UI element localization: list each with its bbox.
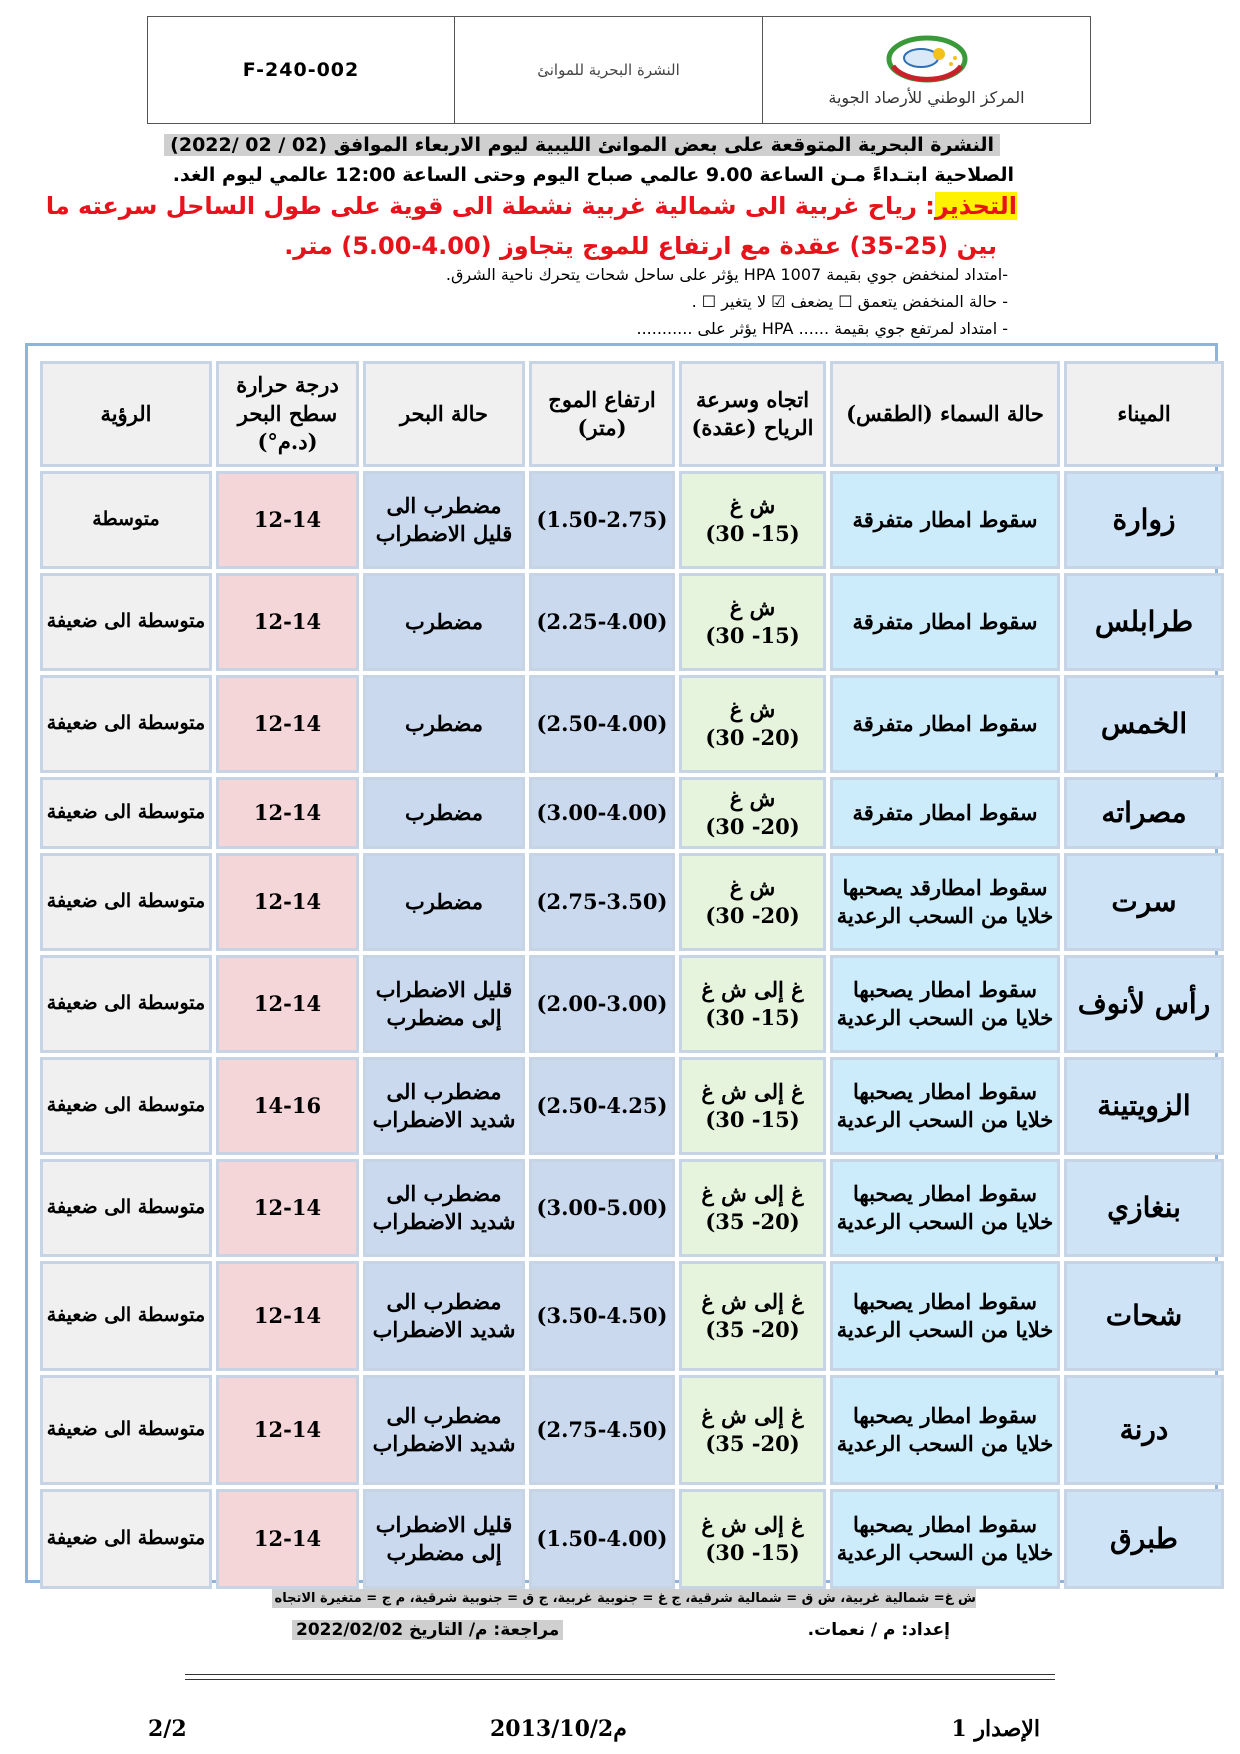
sea-state-cell: قليل الاضطراب إلى مضطرب [363, 955, 525, 1053]
direction-legend: ش غ= شمالية غربية، ش ق = شمالية شرقية، ج غ = جنوبية غربية، ج ق = جنوبية شرقية، م ج = متغيرة الاتجاه [272, 1589, 976, 1608]
sky-condition-cell: سقوط امطار يصحبها خلايا من السحب الرعدية [830, 955, 1060, 1053]
wind-cell [679, 777, 826, 849]
table-row [40, 675, 1224, 773]
sea-state-cell: مضطرب الى شديد الاضطراب [363, 1261, 525, 1371]
wind-direction: غ إلى ش غ [701, 1288, 804, 1314]
warning-line-1 [46, 192, 1017, 220]
sea-temp-cell: 12-14 [216, 1261, 359, 1371]
port-cell: شحات [1064, 1261, 1224, 1371]
wave-height-cell: (3.50-4.50) [529, 1261, 675, 1371]
page-number: 2/2 [148, 1716, 187, 1742]
visibility-cell: متوسطة الى ضعيفة [40, 777, 212, 849]
wind-direction: ش غ [729, 696, 776, 722]
port-cell: مصراته [1064, 777, 1224, 849]
wave-height-cell: (2.75-3.50) [529, 853, 675, 951]
header-sea: حالة البحر [363, 361, 525, 467]
low-pressure-state-line: - حالة المنخفض يتعمق ☐ يضعف ☑ لا يتغير ☐ . [691, 292, 1008, 311]
wave-height-cell: (3.00-5.00) [529, 1159, 675, 1257]
warning-line-2: بين (25-35) عقدة مع ارتفاع للموج يتجاوز (4.00-5.00) متر. [284, 232, 997, 260]
sea-state-cell: مضطرب الى شديد الاضطراب [363, 1057, 525, 1155]
table-row [40, 1057, 1224, 1155]
sea-temp-cell: 12-14 [216, 573, 359, 671]
port-cell: رأس لأنوف [1064, 955, 1224, 1053]
organization-name: المركز الوطني للأرصاد الجوية [828, 87, 1025, 107]
sky-condition-cell: سقوط امطار متفرقة [830, 471, 1060, 569]
wind-cell [679, 1375, 826, 1485]
validity-period: الصلاحية ابتـداءً مـن الساعة 9.00 عالمي صباح اليوم وحتى الساعة 12:00 عالمي ليوم الغد. [172, 164, 1014, 186]
sky-condition-cell: سقوط امطار يصحبها خلايا من السحب الرعدية [830, 1159, 1060, 1257]
wind-direction: ش غ [729, 594, 776, 620]
wind-speed: (20- 30) [705, 903, 800, 928]
wind-direction: ش غ [729, 492, 776, 518]
footer-rule-bottom [185, 1679, 1055, 1680]
bulletin-title: النشرة البحرية المتوقعة على بعض الموانئ الليبية ليوم الاربعاء الموافق (02 / 02 /2022) [164, 134, 1000, 156]
sky-condition-cell: سقوط امطار يصحبها خلايا من السحب الرعدية [830, 1375, 1060, 1485]
header-wave: ارتفاع الموج (متر) [529, 361, 675, 467]
table-row [40, 573, 1224, 671]
visibility-cell: متوسطة الى ضعيفة [40, 1159, 212, 1257]
wind-cell [679, 1489, 826, 1589]
visibility-cell: متوسطة الى ضعيفة [40, 1489, 212, 1589]
wind-direction: ش غ [729, 785, 776, 811]
port-cell: الخمس [1064, 675, 1224, 773]
sea-state-cell: مضطرب [363, 777, 525, 849]
sea-temp-cell: 12-14 [216, 675, 359, 773]
wave-height-cell: (2.00-3.00) [529, 955, 675, 1053]
wind-speed: (20- 30) [705, 725, 800, 750]
header-wind: اتجاه وسرعة الرياح (عقدة) [679, 361, 826, 467]
sea-temp-cell: 12-14 [216, 1375, 359, 1485]
sea-temp-cell: 12-14 [216, 853, 359, 951]
wave-height-cell: (3.00-4.00) [529, 777, 675, 849]
sea-temp-cell: 12-14 [216, 955, 359, 1053]
sky-condition-cell: سقوط امطار يصحبها خلايا من السحب الرعدية [830, 1057, 1060, 1155]
reviewed-by: مراجعة: م/ التاريخ 2022/02/02 [292, 1620, 563, 1640]
visibility-cell: متوسطة الى ضعيفة [40, 955, 212, 1053]
port-cell: بنغازي [1064, 1159, 1224, 1257]
wind-speed: (20- 35) [705, 1209, 800, 1234]
port-cell: الزويتينة [1064, 1057, 1224, 1155]
sea-state-cell: مضطرب الى شديد الاضطراب [363, 1159, 525, 1257]
footer-rule-top [185, 1674, 1055, 1675]
low-pressure-line: -امتداد لمنخفض جوي بقيمة 1007 HPA يؤثر على ساحل شحات يتحرك ناحية الشرق. [445, 265, 1008, 284]
table-row [40, 1489, 1224, 1589]
sea-state-cell: مضطرب الى قليل الاضطراب [363, 471, 525, 569]
table-header-row [40, 361, 1224, 467]
table-row [40, 955, 1224, 1053]
wave-height-cell: (2.25-4.00) [529, 573, 675, 671]
wave-height-cell: (1.50-2.75) [529, 471, 675, 569]
port-cell: طرابلس [1064, 573, 1224, 671]
header-port: الميناء [1064, 361, 1224, 467]
wind-direction: غ إلى ش غ [701, 1180, 804, 1206]
wind-cell [679, 1057, 826, 1155]
port-cell: زوارة [1064, 471, 1224, 569]
wind-cell [679, 573, 826, 671]
sky-condition-cell: سقوط امطار يصحبها خلايا من السحب الرعدية [830, 1261, 1060, 1371]
table-row [40, 1159, 1224, 1257]
sea-state-cell: مضطرب [363, 853, 525, 951]
visibility-cell: متوسطة الى ضعيفة [40, 1375, 212, 1485]
wind-cell [679, 1159, 826, 1257]
table-row [40, 777, 1224, 849]
bulletin-name: النشرة البحرية للموانئ [454, 17, 762, 123]
port-cell: سرت [1064, 853, 1224, 951]
wind-speed: (15- 30) [705, 623, 800, 648]
sea-temp-cell: 12-14 [216, 1159, 359, 1257]
sea-temp-cell: 12-14 [216, 1489, 359, 1589]
visibility-cell: متوسطة [40, 471, 212, 569]
wind-speed: (15- 30) [705, 521, 800, 546]
visibility-cell: متوسطة الى ضعيفة [40, 573, 212, 671]
visibility-cell: متوسطة الى ضعيفة [40, 675, 212, 773]
wave-height-cell: (1.50-4.00) [529, 1489, 675, 1589]
port-cell: طبرق [1064, 1489, 1224, 1589]
form-code: F-240-002 [242, 59, 360, 81]
table-row [40, 853, 1224, 951]
warning-text-1: : رياح غربية الى شمالية غربية نشطة الى قوية على طول الساحل سرعته ما [45, 192, 935, 220]
issue-date: 2013/10/2م [490, 1716, 627, 1742]
wind-direction: ش غ [729, 874, 776, 900]
sea-state-cell: قليل الاضطراب إلى مضطرب [363, 1489, 525, 1589]
sea-state-cell: مضطرب [363, 573, 525, 671]
wind-speed: (15- 30) [705, 1005, 800, 1030]
prepared-by: إعداد: م / نعمات. [807, 1620, 950, 1640]
wind-direction: غ إلى ش غ [701, 1511, 804, 1537]
wave-height-cell: (2.50-4.00) [529, 675, 675, 773]
wind-direction: غ إلى ش غ [701, 1402, 804, 1428]
visibility-cell: متوسطة الى ضعيفة [40, 1057, 212, 1155]
sky-condition-cell: سقوط امطار متفرقة [830, 675, 1060, 773]
table-row [40, 1375, 1224, 1485]
wave-height-cell: (2.50-4.25) [529, 1057, 675, 1155]
warning-label: التحذير [934, 192, 1017, 220]
wind-speed: (20- 30) [705, 814, 800, 839]
port-cell: درنة [1064, 1375, 1224, 1485]
wave-height-cell: (2.75-4.50) [529, 1375, 675, 1485]
sky-condition-cell: سقوط امطارقد يصحبها خلايا من السحب الرعدية [830, 853, 1060, 951]
wind-cell [679, 675, 826, 773]
wind-speed: (20- 35) [705, 1317, 800, 1342]
wind-speed: (20- 35) [705, 1431, 800, 1456]
sky-condition-cell: سقوط امطار متفرقة [830, 777, 1060, 849]
document-header [147, 16, 1091, 124]
wind-direction: غ إلى ش غ [701, 1078, 804, 1104]
visibility-cell: متوسطة الى ضعيفة [40, 853, 212, 951]
header-temp: درجة حرارة سطح البحر (د.م°) [216, 361, 359, 467]
wind-direction: غ إلى ش غ [701, 976, 804, 1002]
sky-condition-cell: سقوط امطار متفرقة [830, 573, 1060, 671]
ncm-logo-icon [879, 34, 975, 84]
issue-number: الإصدار 1 [951, 1716, 1040, 1742]
wind-cell [679, 1261, 826, 1371]
wind-speed: (15- 30) [705, 1107, 800, 1132]
wind-speed: (15- 30) [705, 1540, 800, 1565]
organization-block [762, 17, 1090, 123]
sea-temp-cell: 12-14 [216, 471, 359, 569]
sky-condition-cell: سقوط امطار يصحبها خلايا من السحب الرعدية [830, 1489, 1060, 1589]
sea-temp-cell: 14-16 [216, 1057, 359, 1155]
table-row [40, 1261, 1224, 1371]
high-pressure-line: - امتداد لمرتفع جوي بقيمة ...... HPA يؤثر على ........... [636, 319, 1008, 338]
sea-state-cell: مضطرب الى شديد الاضطراب [363, 1375, 525, 1485]
header-visibility: الرؤية [40, 361, 212, 467]
wind-cell [679, 853, 826, 951]
header-sky: حالة السماء (الطقس) [830, 361, 1060, 467]
forecast-table [36, 357, 1228, 1593]
wind-cell [679, 471, 826, 569]
sea-state-cell: مضطرب [363, 675, 525, 773]
table-row [40, 471, 1224, 569]
wind-cell [679, 955, 826, 1053]
sea-temp-cell: 12-14 [216, 777, 359, 849]
visibility-cell: متوسطة الى ضعيفة [40, 1261, 212, 1371]
